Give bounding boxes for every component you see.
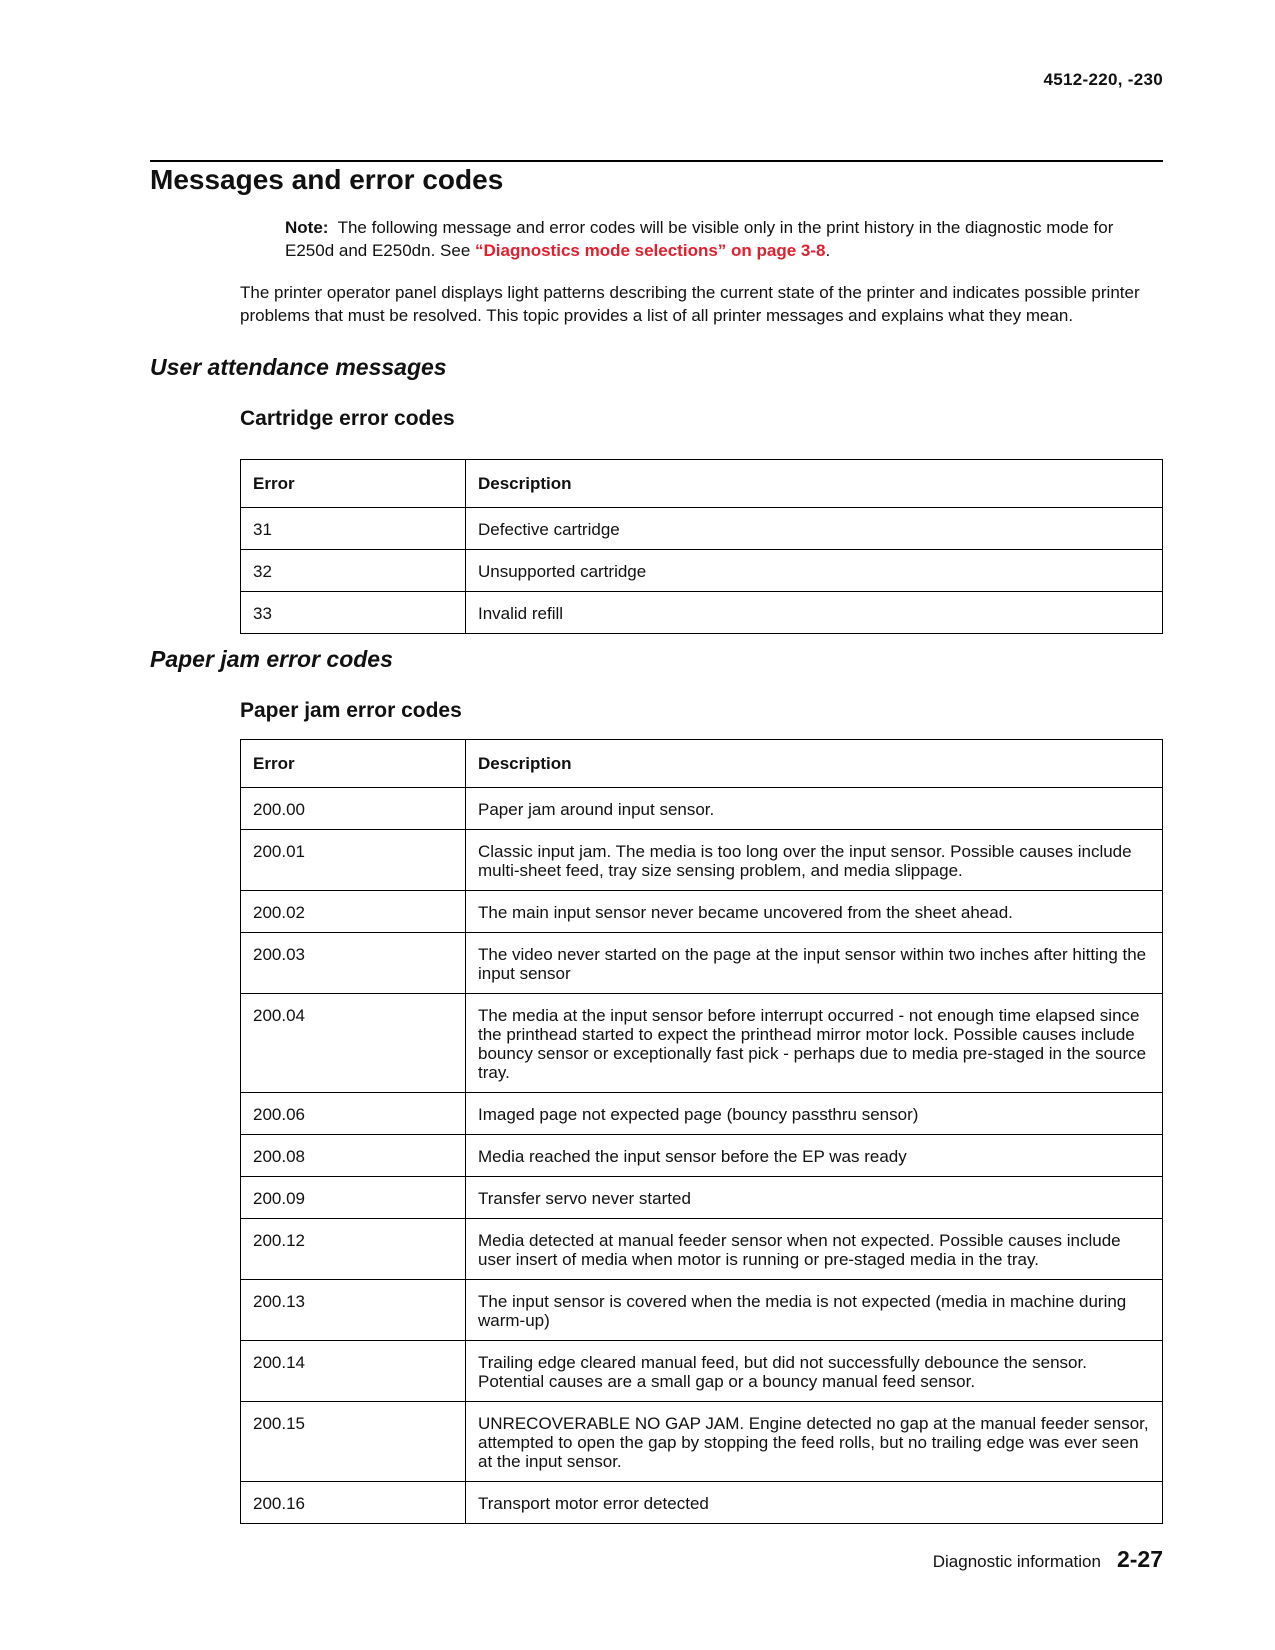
error-code-cell: 200.02	[241, 891, 466, 933]
footer-section-name: Diagnostic information	[932, 1552, 1101, 1571]
column-header-error: Error	[241, 460, 466, 508]
error-code-cell: 200.06	[241, 1093, 466, 1135]
error-code-cell: 33	[241, 592, 466, 634]
table-row	[241, 994, 1163, 1093]
table-header-row	[241, 740, 1163, 788]
description-cell: Defective cartridge	[466, 508, 1163, 550]
section-heading-user-attendance: User attendance messages	[150, 354, 447, 380]
cross-reference-link[interactable]: “Diagnostics mode selections” on page 3-8	[475, 241, 826, 260]
table-row	[241, 1093, 1163, 1135]
error-code-cell: 200.12	[241, 1219, 466, 1280]
description-cell: The main input sensor never became uncovered from the sheet ahead.	[466, 891, 1163, 933]
paper-jam-table-body	[241, 788, 1163, 1524]
description-cell: The input sensor is covered when the media is not expected (media in machine during warm-up)	[466, 1280, 1163, 1341]
description-cell: Invalid refill	[466, 592, 1163, 634]
description-cell: Transport motor error detected	[466, 1482, 1163, 1524]
description-cell: UNRECOVERABLE NO GAP JAM. Engine detected no gap at the manual feeder sensor, attempted to open the gap by stopping the feed rolls, but no trailing edge was ever seen at the input sensor.	[466, 1402, 1163, 1482]
table-row	[241, 933, 1163, 994]
description-cell: Classic input jam. The media is too long over the input sensor. Possible causes include multi-sheet feed, tray size sensing problem, and media slippage.	[466, 830, 1163, 891]
description-cell: The media at the input sensor before interrupt occurred - not enough time elapsed since the printhead started to expect the printhead mirror motor lock. Possible causes include bouncy sensor or exceptionally fast pick - perhaps due to media pre-staged in the source tray.	[466, 994, 1163, 1093]
table-caption-cartridge: Cartridge error codes	[240, 407, 455, 430]
description-cell: Media reached the input sensor before the EP was ready	[466, 1135, 1163, 1177]
title-rule	[150, 160, 1163, 162]
table-row	[241, 788, 1163, 830]
table-row	[241, 1177, 1163, 1219]
column-header-description: Description	[466, 740, 1163, 788]
table-row	[241, 891, 1163, 933]
error-code-cell: 200.16	[241, 1482, 466, 1524]
table-row	[241, 1219, 1163, 1280]
description-cell: The video never started on the page at the input sensor within two inches after hitting the input sensor	[466, 933, 1163, 994]
page-title: Messages and error codes	[150, 164, 504, 195]
table-row	[241, 1135, 1163, 1177]
table-header-row	[241, 460, 1163, 508]
error-code-cell: 31	[241, 508, 466, 550]
description-cell: Paper jam around input sensor.	[466, 788, 1163, 830]
table-row	[241, 1402, 1163, 1482]
note-text-end: .	[825, 241, 831, 260]
description-cell: Unsupported cartridge	[466, 550, 1163, 592]
note-label: Note:	[285, 218, 329, 237]
cartridge-error-table	[240, 459, 1163, 634]
table-row	[241, 1280, 1163, 1341]
intro-paragraph: The printer operator panel displays light patterns describing the current state of the printer and indicates possible printer problems that must be resolved. This topic provides a list of all printer messages and explains what they mean.	[240, 283, 1140, 325]
paper-jam-error-table	[240, 739, 1163, 1524]
error-code-cell: 200.14	[241, 1341, 466, 1402]
section-heading-paper-jam: Paper jam error codes	[150, 646, 393, 672]
description-cell: Media detected at manual feeder sensor when not expected. Possible causes include user insert of media when motor is running or pre-staged media in the tray.	[466, 1219, 1163, 1280]
page-footer	[933, 1546, 1163, 1573]
error-code-cell: 200.00	[241, 788, 466, 830]
error-code-cell: 200.15	[241, 1402, 466, 1482]
table-row	[241, 508, 1163, 550]
error-code-cell: 200.03	[241, 933, 466, 994]
description-cell: Trailing edge cleared manual feed, but did not successfully debounce the sensor. Potential causes are a small gap or a bouncy manual feed sensor.	[466, 1341, 1163, 1402]
error-code-cell: 200.04	[241, 994, 466, 1093]
table-row	[241, 550, 1163, 592]
table-caption-paper-jam: Paper jam error codes	[240, 699, 462, 722]
error-code-cell: 200.01	[241, 830, 466, 891]
table-row	[241, 592, 1163, 634]
error-code-cell: 200.09	[241, 1177, 466, 1219]
table-row	[241, 1482, 1163, 1524]
note-text: The following message and error codes will be visible only in the print history in the diagnostic mode for E250d and E250dn. See	[285, 218, 1114, 260]
model-number: 4512-220, -230	[1043, 70, 1163, 89]
table-row	[241, 830, 1163, 891]
error-code-cell: 200.13	[241, 1280, 466, 1341]
cartridge-table-body	[241, 508, 1163, 634]
page-number: 2-27	[1116, 1546, 1163, 1572]
note	[285, 216, 1165, 262]
column-header-error: Error	[241, 740, 466, 788]
description-cell: Imaged page not expected page (bouncy passthru sensor)	[466, 1093, 1163, 1135]
column-header-description: Description	[466, 460, 1163, 508]
description-cell: Transfer servo never started	[466, 1177, 1163, 1219]
error-code-cell: 32	[241, 550, 466, 592]
error-code-cell: 200.08	[241, 1135, 466, 1177]
table-row	[241, 1341, 1163, 1402]
